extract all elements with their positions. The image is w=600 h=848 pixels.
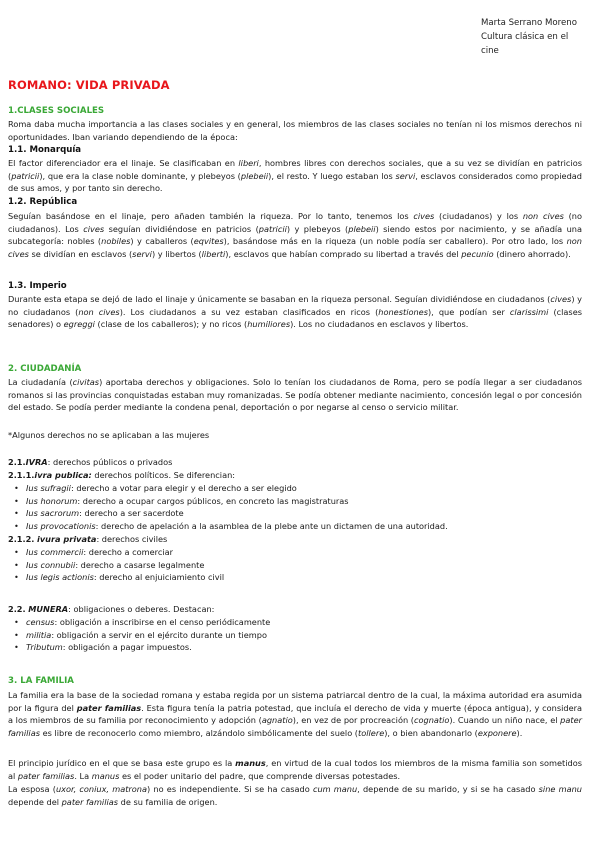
list-item: • census: obligación a inscribirse en el censo periódicamente xyxy=(14,616,270,629)
list-item: • Ius sacrorum: derecho a ser sacerdote xyxy=(14,507,448,520)
document-page xyxy=(8,0,582,848)
list-munera xyxy=(14,616,270,654)
paragraph-ciudadania: La ciudadanía (civitas) aportaba derechos y obligaciones. Solo lo tenían los ciudadanos de Roma, pero se podía llegar a ser ciudadanos romanos si las provincias conquistadas estaban muy romanizadas. Se podía obtener mediante nacimiento, concesión legal o por concesión del estado. Se podía perder mediante la condena penal, deportación o por negarse al censo o servicio militar. xyxy=(8,377,582,413)
course-name: Cultura clásica en el cine xyxy=(481,32,569,56)
heading-munera: 2.2. MUNERA: obligaciones o deberes. Destacan: xyxy=(8,604,215,614)
list-item: • Ius sufragii: derecho a votar para elegir y el derecho a ser elegido xyxy=(14,482,448,495)
document-title: ROMANO: VIDA PRIVADA xyxy=(8,78,170,92)
section-heading-ciudadania: 2. CIUDADANÍA xyxy=(8,364,82,374)
list-iura-publica xyxy=(14,482,448,533)
paragraph-imperio: Durante esta etapa se dejó de lado el linaje y únicamente se basaban en la riqueza personal. Seguían dividiéndose en ciudadanos (cives) y no ciudadanos (non cives). Los ciudadanos a su vez estaban clasificados en ricos (honestiones), que podían ser clarissimi (clases senadores) o egreggi (clase de los caballeros); y no ricos (humiliores). Los no ciudadanos en esclavos y libertos. xyxy=(8,294,582,330)
paragraph-familia-2: El principio jurídico en el que se basa este grupo es la manus, en virtud de la cual todos los miembros de la misma familia son sometidos al pater familias. La manus es el poder unitario del padre, que comprende diversas potestades. xyxy=(8,758,582,781)
section-heading-familia: 3. LA FAMILIA xyxy=(8,676,74,686)
paragraph-republica: Seguían basándose en el linaje, pero añaden también la riqueza. Por lo tanto, tenemos los cives (ciudadanos) y los non cives (no ciudadanos). Los cives seguían dividiéndose en patricios (patricii) y plebeyos (plebeii) siendo estos por nacimiento, y se añadía una subcategoría: nobles (nobiles) y caballeros (eqvites), basándose más en la riqueza (un noble podía ser caballero). Por otro lado, los non cives se dividían en esclavos (servi) y libertos (liberti), esclavos que habían comprado su libertad a través del pecunio (dinero ahorrado). xyxy=(8,211,583,259)
author-name: Marta Serrano Moreno xyxy=(481,18,577,28)
paragraph-familia-3: La esposa (uxor, coniux, matrona) no es independiente. Si se ha casado cum manu, depende de su marido, y si se ha casado sine manu depende del pater familias de su familia de origen. xyxy=(8,784,582,807)
heading-iura: 2.1.IVRA: derechos públicos o privados xyxy=(8,457,173,467)
list-item: • Tributum: obligación a pagar impuestos. xyxy=(14,641,270,654)
note-mujeres: *Algunos derechos no se aplicaban a las mujeres xyxy=(8,430,210,440)
list-item: • Ius provocationis: derecho de apelación a la asamblea de la plebe ante un dictamen de una autoridad. xyxy=(14,520,448,533)
paragraph-monarquia: El factor diferenciador era el linaje. Se clasificaban en liberi, hombres libres con derechos sociales, que a su vez se dividían en patricios (patricii), que era la clase noble dominante, y plebeyos (plebeii), el resto. Y luego estaban los servi, esclavos considerados como propiedad de sus amos, y por tanto sin derecho. xyxy=(8,158,582,194)
subheading-monarquia: 1.1. Monarquía xyxy=(8,145,82,155)
list-item: • Ius commercii: derecho a comerciar xyxy=(14,546,224,559)
section-heading-clases-sociales: 1.CLASES SOCIALES xyxy=(8,106,105,116)
heading-iura-publica: 2.1.1.ivra publica: derechos políticos. Se diferencian: xyxy=(8,470,236,480)
subheading-imperio: 1.3. Imperio xyxy=(8,281,67,291)
list-item: • militia: obligación a servir en el ejército durante un tiempo xyxy=(14,629,270,642)
subheading-republica: 1.2. República xyxy=(8,197,78,207)
paragraph-familia-1: La familia era la base de la sociedad romana y estaba regida por un sistema patriarcal dentro de la cual, la máxima autoridad era asumida por la figura del pater familias. Esta figura tenía la patria potestad, que incluía el derecho de vida y muerte (época antigua), y considera a los miembros de su familia por reconocimiento y adopción (agnatio), en vez de por procreación (cognatio). Cuando un niño nace, el pater familias es libre de reconocerlo como miembro, alzándolo simbólicamente del suelo (tollere), o bien abandonarlo (exponere). xyxy=(8,690,582,738)
paragraph-clases-intro: Roma daba mucha importancia a las clases sociales y en general, los miembros de las clases sociales no tenían ni los mismos derechos ni oportunidades. Iban variando dependiendo de la época: xyxy=(8,119,582,142)
list-item: • Ius connubii: derecho a casarse legalmente xyxy=(14,559,224,572)
list-iura-privata xyxy=(14,546,224,584)
list-item: • Ius legis actionis: derecho al enjuiciamiento civil xyxy=(14,571,224,584)
heading-iura-privata: 2.1.2. ivura privata: derechos civiles xyxy=(8,534,168,544)
page-header xyxy=(481,16,582,58)
list-item: • Ius honorum: derecho a ocupar cargos públicos, en concreto las magistraturas xyxy=(14,495,448,508)
